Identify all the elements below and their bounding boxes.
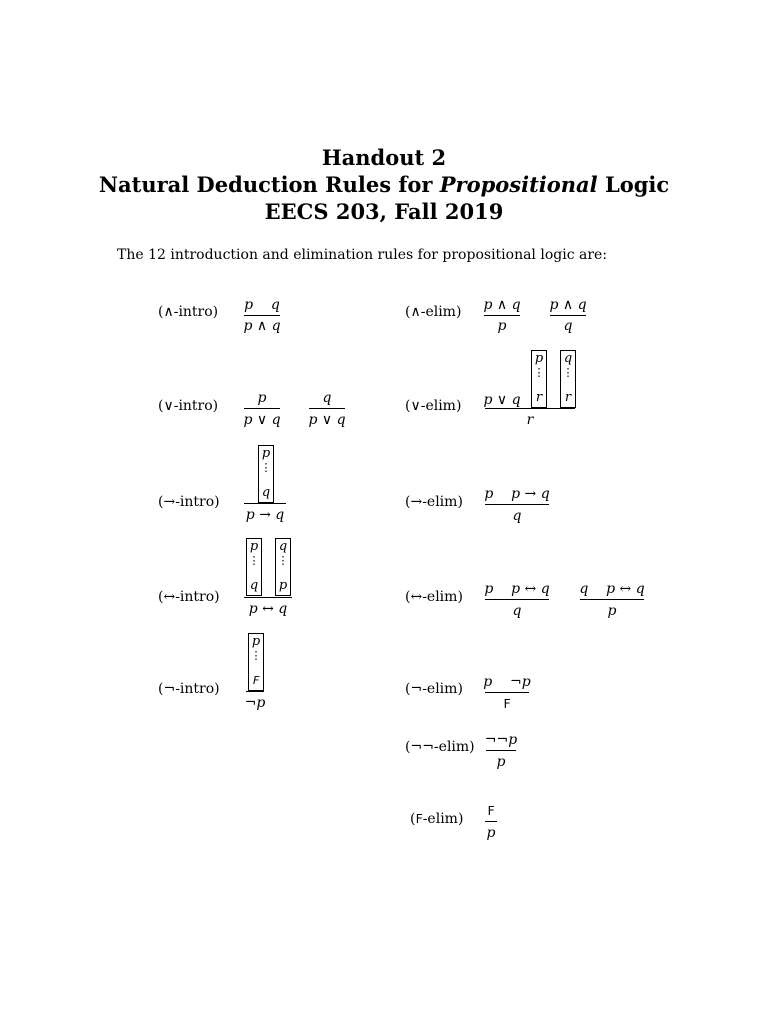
label-and-intro: (∧-intro) [158, 304, 219, 320]
label-dneg-elim: (¬¬-elim) [405, 739, 475, 755]
inference-line [246, 691, 264, 692]
or-intro1-premise: p [257, 390, 267, 406]
vdots: ⋮ [533, 366, 545, 379]
course-title: EECS 203, Fall 2019 [264, 199, 504, 224]
and-intro-premises: p q [244, 297, 280, 313]
or-elim-premise: p ∨ q [483, 392, 521, 408]
dneg-elim-conclusion: p [496, 754, 506, 770]
f-elim-conclusion: p [486, 825, 496, 841]
inference-line [485, 504, 549, 505]
or-elim-box1-result: r [535, 390, 543, 405]
inference-line [244, 597, 292, 598]
intro-text: The 12 introduction and elimination rules for propositional logic are: [117, 247, 608, 263]
iff-elim1-premises: p p ↔ q [484, 581, 550, 597]
or-elim-box2-result: r [564, 390, 572, 405]
iff-intro-box2-result: p [278, 578, 288, 593]
inference-line [485, 408, 575, 409]
or-elim-box1-assumption: p [534, 351, 544, 366]
inference-line [550, 315, 586, 316]
f-elim-symbol: F [415, 812, 423, 826]
imp-intro-conclusion: p → q [245, 507, 285, 523]
imp-intro-box-result: q [261, 485, 271, 500]
inference-line [244, 408, 280, 409]
label-neg-elim: (¬-elim) [405, 681, 463, 697]
or-intro1-conclusion: p ∨ q [243, 412, 281, 428]
label-iff-elim: (↔-elim) [405, 589, 463, 605]
neg-intro-conclusion: ¬p [244, 695, 266, 711]
label-or-intro: (∨-intro) [158, 398, 219, 414]
imp-intro-box-assumption: p [261, 446, 271, 461]
label-imp-intro: (→-intro) [158, 494, 220, 510]
and-elim2-conclusion: q [563, 318, 573, 334]
imp-elim-conclusion: q [512, 508, 522, 524]
iff-intro-box1-result: q [249, 578, 259, 593]
page-title: Natural Deduction Rules for Propositional Logic [98, 172, 670, 197]
neg-intro-box-assumption: p [251, 634, 261, 649]
inference-line [244, 315, 280, 316]
label-and-elim: (∧-elim) [405, 304, 462, 320]
inference-line [309, 408, 345, 409]
iff-intro-box1-assumption: p [249, 539, 259, 554]
label-f-elim: (F-elim) [410, 811, 464, 827]
vdots: ⋮ [248, 554, 260, 567]
vdots: ⋮ [250, 649, 262, 662]
iff-elim2-premises: q p ↔ q [579, 581, 645, 597]
dneg-elim-premise: ¬¬p [484, 732, 518, 748]
vdots: ⋮ [260, 461, 272, 474]
and-intro-conclusion: p ∧ q [243, 318, 281, 334]
neg-intro-box-contradiction: F [252, 674, 260, 687]
label-iff-intro: (↔-intro) [158, 589, 220, 605]
vdots: ⋮ [277, 554, 289, 567]
label-neg-intro: (¬-intro) [158, 681, 220, 697]
or-elim-box2-assumption: q [563, 351, 573, 366]
and-elim1-conclusion: p [497, 318, 507, 334]
f-elim-premise: F [487, 804, 495, 818]
label-imp-elim: (→-elim) [405, 494, 463, 510]
imp-elim-premises: p p → q [484, 486, 550, 502]
vdots: ⋮ [562, 366, 574, 379]
or-elim-conclusion: r [526, 412, 534, 428]
iff-elim1-conclusion: q [512, 603, 522, 619]
neg-elim-conclusion: F [503, 697, 511, 711]
neg-elim-premises: p ¬p [483, 674, 531, 690]
inference-line [485, 692, 529, 693]
handout-number: Handout 2 [321, 145, 447, 170]
inference-line [485, 599, 549, 600]
inference-line [486, 750, 516, 751]
or-intro2-conclusion: p ∨ q [308, 412, 346, 428]
and-elim1-premise: p ∧ q [483, 297, 521, 313]
label-or-elim: (∨-elim) [405, 398, 462, 414]
and-elim2-premise: p ∧ q [549, 297, 587, 313]
iff-intro-conclusion: p ↔ q [248, 601, 288, 617]
iff-elim2-conclusion: p [607, 603, 617, 619]
inference-line [484, 315, 520, 316]
inference-line [485, 821, 497, 822]
inference-line [580, 599, 644, 600]
or-intro2-premise: q [322, 390, 332, 406]
inference-line [244, 503, 286, 504]
iff-intro-box2-assumption: q [278, 539, 288, 554]
